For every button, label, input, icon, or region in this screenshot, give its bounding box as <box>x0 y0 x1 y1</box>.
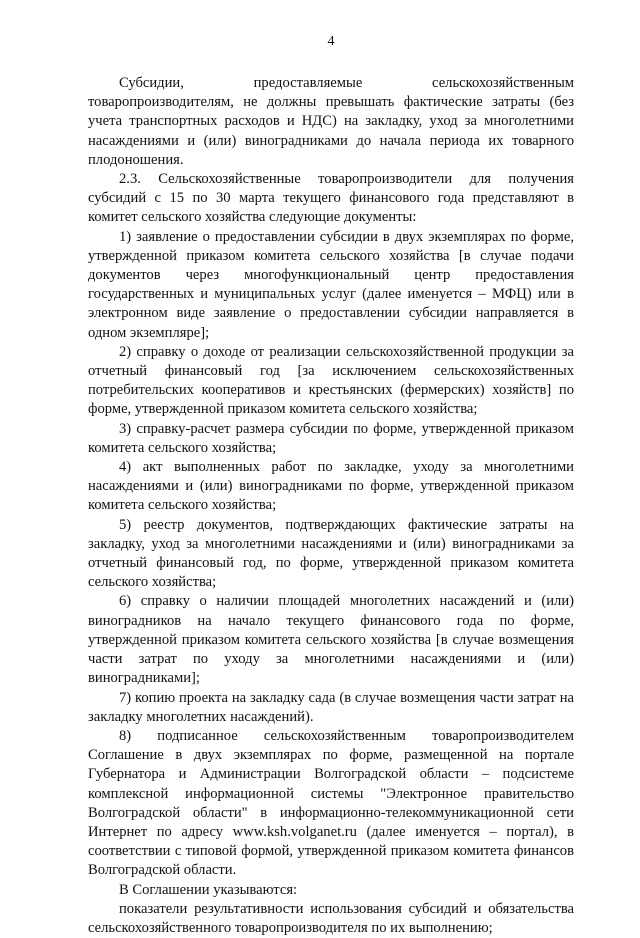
paragraph-agreement-indicators: показатели результативности использования субсидий и обязательства сельскохозяйственного товаропроизводителя по их выполнению; <box>88 900 574 936</box>
paragraph-subsidy-limit: Субсидии, предоставляемые сельскохозяйственным товаропроизводителям, не должны превышать фактические затраты (без учета транспортных расходов и НДС) на закладку, уход за многолетними насаждениями и (или) виноградниками до начала периода их товарного плодоношения. <box>88 75 574 168</box>
list-item-6: 6) справку о наличии площадей многолетних насаждений и (или) виноградников на начало текущего финансового года по форме, утвержденной приказом комитета сельского хозяйства [в случае возмещения части затрат по уходу за многолетними насаждениями и (или) виноградниками]; <box>88 593 574 687</box>
document-body <box>88 74 574 938</box>
list-item-4: 4) акт выполненных работ по закладке, уходу за многолетними насаждениями и (или) виноградниками по форме, утвержденной приказом комитета сельского хозяйства; <box>88 459 574 514</box>
list-item-7: 7) копию проекта на закладку сада (в случае возмещения части затрат на закладку многолетних насаждений). <box>88 689 574 725</box>
list-item-8: 8) подписанное сельскохозяйственным товаропроизводителем Соглашение в двух экземплярах по форме, размещенной на портале Губернатора и Администрации Волгоградской области – подсистеме комплексной информационной системы "Электронное правительство Волгоградской области" в информационно-телекоммуникационной сети Интернет по адресу www.ksh.volganet.ru (далее именуется – портал), в соответствии с типовой формой, утвержденной приказом комитета финансов Волгоградской области. <box>88 727 574 879</box>
paragraph-agreement-intro: В Соглашении указываются: <box>119 881 298 898</box>
list-item-2: 2) справку о доходе от реализации сельскохозяйственной продукции за отчетный финансовый год [за исключением сельскохозяйственных потребительских кооперативов и крестьянских (фермерских) хозяйств] по форме, утвержденной приказом комитета сельского хозяйства; <box>88 343 574 418</box>
list-item-1: 1) заявление о предоставлении субсидии в двух экземплярах по форме, утвержденной приказом комитета сельского хозяйства [в случае подачи документов через многофункциональный центр предоставления государственных и муниципальных услуг (далее именуется – МФЦ) или в электронном виде заявление о предоставлении субсидии направляется в одном экземпляре]; <box>88 228 574 341</box>
paragraph-2-3: 2.3. Сельскохозяйственные товаропроизводители для получения субсидий с 15 по 30 марта текущего финансового года представляют в комитет сельского хозяйства следующие документы: <box>88 171 574 226</box>
list-item-3: 3) справку-расчет размера субсидии по форме, утвержденной приказом комитета сельского хозяйства; <box>88 420 574 456</box>
page-number: 4 <box>327 34 335 49</box>
list-item-5: 5) реестр документов, подтверждающих фактические затраты на закладку, уход за многолетними насаждениями и (или) виноградниками за отчетный финансовый год, по форме, утвержденной приказом комитета сельского хозяйства; <box>88 516 574 591</box>
